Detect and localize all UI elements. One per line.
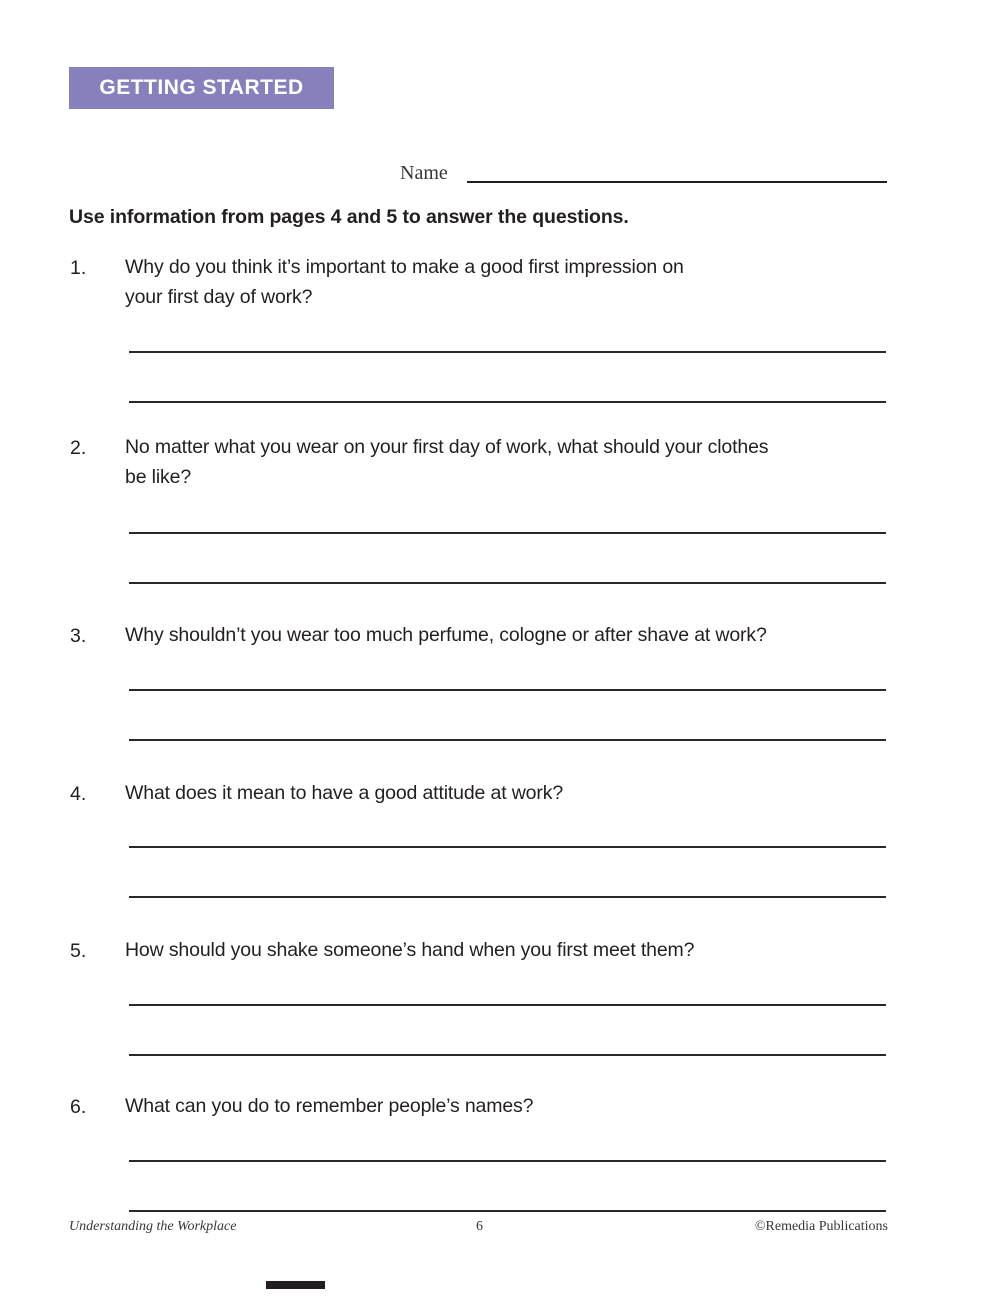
question-number: 4. [70, 783, 87, 805]
answer-line[interactable] [129, 689, 886, 691]
footer-publisher: ©Remedia Publications [754, 1219, 888, 1234]
question-text-line: No matter what you wear on your first day of work, what should your clothes [125, 436, 769, 458]
question-text [125, 252, 865, 312]
answer-line[interactable] [129, 582, 886, 584]
question-text-line: What does it mean to have a good attitude at work? [125, 782, 564, 804]
question-text-line: Why do you think it’s important to make a good first impression on [125, 256, 684, 278]
question-text-line: Why shouldn’t you wear too much perfume, cologne or after shave at work? [125, 624, 767, 646]
instructions-heading: Use information from pages 4 and 5 to answer the questions. [69, 206, 629, 228]
name-field-row [400, 160, 887, 186]
footer-page-number: 6 [476, 1219, 483, 1234]
question-text [125, 778, 865, 808]
answer-line[interactable] [129, 1160, 886, 1162]
question-number: 1. [70, 257, 87, 279]
answer-line[interactable] [129, 351, 886, 353]
answer-line[interactable] [129, 896, 886, 898]
answer-line[interactable] [129, 846, 886, 848]
answer-line[interactable] [129, 532, 886, 534]
footer-book-title: Understanding the Workplace [69, 1219, 237, 1234]
section-banner [69, 67, 334, 109]
question-text-line: What can you do to remember people’s names? [125, 1095, 534, 1117]
answer-line[interactable] [129, 401, 886, 403]
answer-line[interactable] [129, 1210, 886, 1212]
name-label: Name [400, 162, 448, 184]
answer-line[interactable] [129, 1004, 886, 1006]
question-number: 2. [70, 437, 87, 459]
question-text [125, 935, 865, 965]
question-text [125, 432, 865, 492]
question-number: 6. [70, 1096, 87, 1118]
answer-line[interactable] [129, 1054, 886, 1056]
question-text-line: be like? [125, 466, 192, 488]
question-text-line: How should you shake someone’s hand when you first meet them? [125, 939, 695, 961]
section-banner-label: GETTING STARTED [99, 76, 304, 99]
question-text [125, 1091, 865, 1121]
question-number: 3. [70, 625, 87, 647]
question-text [125, 620, 865, 650]
page-edge-mark [266, 1281, 325, 1289]
question-number: 5. [70, 940, 87, 962]
answer-line[interactable] [129, 739, 886, 741]
question-text-line: your first day of work? [125, 286, 313, 308]
name-input-line[interactable] [467, 181, 887, 183]
